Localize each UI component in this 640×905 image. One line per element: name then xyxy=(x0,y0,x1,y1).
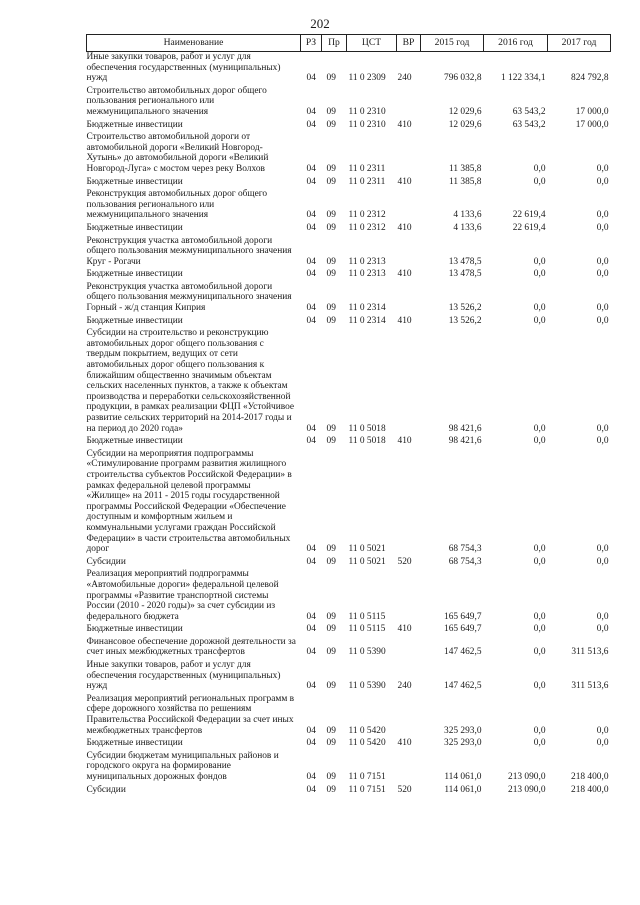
row-name: Реализация мероприятий региональных программ в сфере дорожного хозяйства по решениям Правительства Российской Федерации за счет иных межбюджетных трансфертов xyxy=(86,693,295,736)
table-row xyxy=(87,223,611,236)
row-2015: 68 754,3 xyxy=(448,556,482,567)
table-row xyxy=(87,269,611,282)
row-cst: 11 0 5115 xyxy=(348,624,386,635)
row-2016: 22 619,4 xyxy=(512,210,546,221)
row-2015: 325 293,0 xyxy=(444,725,482,736)
row-vr: 240 xyxy=(397,681,412,692)
row-rz: 04 xyxy=(306,436,316,447)
row-cst: 11 0 5018 xyxy=(348,436,386,447)
row-name: Бюджетные инвестиции xyxy=(86,624,183,635)
row-pr: 09 xyxy=(326,624,336,635)
row-rz: 04 xyxy=(306,423,316,434)
row-2016: 1 122 334,1 xyxy=(500,73,546,84)
table-row xyxy=(87,557,611,570)
row-2015: 114 061,0 xyxy=(444,784,482,795)
row-2017: 0,0 xyxy=(596,624,609,635)
row-pr: 09 xyxy=(326,436,336,447)
table-row xyxy=(87,436,611,449)
row-cst: 11 0 2310 xyxy=(348,106,386,117)
row-2017: 0,0 xyxy=(596,436,609,447)
row-2015: 11 385,8 xyxy=(449,176,482,187)
row-rz: 04 xyxy=(306,119,316,130)
row-2016: 0,0 xyxy=(533,611,546,622)
row-name: Субсидии бюджетам муниципальных районов и городского округа на формирование муниципальных дорожных фондов xyxy=(86,750,279,782)
row-vr: 410 xyxy=(397,119,412,130)
row-2017: 0,0 xyxy=(596,163,609,174)
row-pr: 09 xyxy=(326,681,336,692)
row-2017: 0,0 xyxy=(596,611,609,622)
row-cst: 11 0 2314 xyxy=(348,315,386,326)
table-row xyxy=(87,694,611,738)
row-rz: 04 xyxy=(306,106,316,117)
header-2017: 2017 год xyxy=(548,35,611,52)
row-2016: 63 543,2 xyxy=(512,106,546,117)
row-2016: 213 090,0 xyxy=(508,784,546,795)
header-name: Наименование xyxy=(87,35,301,52)
table-row xyxy=(87,282,611,316)
row-vr xyxy=(397,449,421,557)
row-vr: 410 xyxy=(397,624,412,635)
row-cst: 11 0 5420 xyxy=(348,725,386,736)
table-row xyxy=(87,132,611,176)
row-cst: 11 0 5021 xyxy=(348,556,386,567)
row-cst: 11 0 2309 xyxy=(348,73,386,84)
table-row xyxy=(87,624,611,637)
row-2017: 311 513,6 xyxy=(571,681,609,692)
row-vr xyxy=(397,189,421,223)
row-vr: 520 xyxy=(397,556,412,567)
row-rz: 04 xyxy=(306,738,316,749)
row-vr: 240 xyxy=(397,73,412,84)
row-name: Субсидии xyxy=(86,556,126,567)
row-2017: 0,0 xyxy=(596,210,609,221)
row-rz: 04 xyxy=(306,611,316,622)
row-2016: 0,0 xyxy=(533,647,546,658)
row-cst: 11 0 2310 xyxy=(348,119,386,130)
row-pr: 09 xyxy=(326,784,336,795)
table-row xyxy=(87,120,611,133)
row-2015: 325 293,0 xyxy=(444,738,482,749)
row-name: Бюджетные инвестиции xyxy=(86,176,183,187)
row-name: Строительство автомобильной дороги от автомобильной дороги «Великий Новгород-Хутынь» до автомобильной дороги «Великий Новгород-Луга» с мостом через реку Волхов xyxy=(86,132,269,174)
row-cst: 11 0 5390 xyxy=(348,647,386,658)
row-rz: 04 xyxy=(306,269,316,280)
row-2015: 796 032,8 xyxy=(444,73,482,84)
row-2017: 218 400,0 xyxy=(571,772,609,782)
row-vr: 410 xyxy=(397,738,412,749)
row-pr: 09 xyxy=(326,210,336,221)
budget-table xyxy=(86,34,611,797)
table-row xyxy=(87,177,611,190)
table-row xyxy=(87,236,611,270)
row-2015: 165 649,7 xyxy=(444,624,482,635)
row-2015: 13 478,5 xyxy=(448,256,482,267)
row-pr: 09 xyxy=(326,269,336,280)
row-2016: 63 543,2 xyxy=(512,119,546,130)
row-2016: 0,0 xyxy=(533,163,546,174)
row-rz: 04 xyxy=(306,647,316,658)
row-rz: 04 xyxy=(306,176,316,187)
row-pr: 09 xyxy=(326,772,336,782)
row-2015: 98 421,6 xyxy=(448,423,482,434)
row-2017: 0,0 xyxy=(596,222,609,233)
row-2017: 0,0 xyxy=(596,725,609,736)
row-2015: 114 061,0 xyxy=(444,772,482,782)
row-2017: 0,0 xyxy=(596,738,609,749)
row-name: Субсидии на строительство и реконструкцию автомобильных дорог общего пользования с твердым покрытием, ведущих от сети автомобильных дорог общего пользования к ближайшим общественно значимым объектам сельских населенных пунктов, а также к объектам производства и переработки сельскохозяйственной продукции, в рамках реализации ФЦП «Устойчивое развитие сельских территорий на 2014-2017 годы и на период до 2020 года» xyxy=(86,328,295,434)
row-rz: 04 xyxy=(306,681,316,692)
row-name: Бюджетные инвестиции xyxy=(86,738,183,749)
row-2015: 12 029,6 xyxy=(448,119,482,130)
row-2015: 13 478,5 xyxy=(448,269,482,280)
row-pr: 09 xyxy=(326,119,336,130)
row-2017: 0,0 xyxy=(596,315,609,326)
row-cst: 11 0 5390 xyxy=(348,681,386,692)
row-pr: 09 xyxy=(326,647,336,658)
row-name: Реализация мероприятий подпрограммы «Автомобильные дороги» федеральной целевой программы «Развитие транспортной системы России (2010 - 2020 годы)» за счет субсидии из федерального бюджета xyxy=(86,569,279,622)
row-pr: 09 xyxy=(326,544,336,555)
row-rz: 04 xyxy=(306,556,316,567)
row-cst: 11 0 7151 xyxy=(348,772,386,782)
row-cst: 11 0 7151 xyxy=(348,784,386,795)
row-2016: 0,0 xyxy=(533,436,546,447)
row-2016: 0,0 xyxy=(533,725,546,736)
row-rz: 04 xyxy=(306,222,316,233)
row-2016: 0,0 xyxy=(533,556,546,567)
row-rz: 04 xyxy=(306,210,316,221)
row-name: Реконструкция автомобильных дорог общего пользования регионального или межмуниципального значения xyxy=(86,189,268,221)
row-2017: 17 000,0 xyxy=(575,106,609,117)
row-2017: 0,0 xyxy=(596,544,609,555)
row-name: Строительство автомобильных дорог общего пользования регионального или межмуниципального значения xyxy=(86,85,267,117)
row-2017: 824 792,8 xyxy=(571,73,609,84)
row-name: Реконструкция участка автомобильной дороги общего пользования межмуниципального значения Круг - Рогачи xyxy=(86,235,292,267)
row-2015: 165 649,7 xyxy=(444,611,482,622)
row-vr: 410 xyxy=(397,315,412,326)
row-name: Бюджетные инвестиции xyxy=(86,269,183,280)
row-pr: 09 xyxy=(326,176,336,187)
row-2016: 0,0 xyxy=(533,256,546,267)
row-pr: 09 xyxy=(326,163,336,174)
row-vr xyxy=(397,132,421,176)
table-row xyxy=(87,569,611,624)
row-pr: 09 xyxy=(326,303,336,314)
row-name: Финансовое обеспечение дорожной деятельности за счет иных межбюджетных трансфертов xyxy=(86,636,296,658)
table-row xyxy=(87,785,611,798)
table-header-row xyxy=(87,35,611,52)
row-vr: 410 xyxy=(397,176,412,187)
header-2016: 2016 год xyxy=(484,35,548,52)
row-name: Субсидии xyxy=(86,784,126,795)
table-row xyxy=(87,751,611,785)
row-2016: 0,0 xyxy=(533,423,546,434)
row-2017: 0,0 xyxy=(596,556,609,567)
row-vr: 410 xyxy=(397,436,412,447)
row-2015: 98 421,6 xyxy=(448,436,482,447)
row-2016: 22 619,4 xyxy=(512,222,546,233)
row-2017: 218 400,0 xyxy=(571,784,609,795)
row-rz: 04 xyxy=(306,256,316,267)
row-pr: 09 xyxy=(326,423,336,434)
row-2015: 147 462,5 xyxy=(444,647,482,658)
row-rz: 04 xyxy=(306,725,316,736)
row-cst: 11 0 2313 xyxy=(348,256,386,267)
row-vr xyxy=(397,86,421,120)
header-cst: ЦСТ xyxy=(347,35,397,52)
row-rz: 04 xyxy=(306,315,316,326)
row-2017: 17 000,0 xyxy=(575,119,609,130)
row-2015: 13 526,2 xyxy=(448,303,482,314)
row-pr: 09 xyxy=(326,725,336,736)
row-pr: 09 xyxy=(326,222,336,233)
row-rz: 04 xyxy=(306,772,316,782)
row-2015: 11 385,8 xyxy=(449,163,482,174)
row-2015: 12 029,6 xyxy=(448,106,482,117)
table-row xyxy=(87,738,611,751)
row-pr: 09 xyxy=(326,73,336,84)
row-name: Бюджетные инвестиции xyxy=(86,222,183,233)
table-row xyxy=(87,52,611,86)
table-row xyxy=(87,189,611,223)
table-row xyxy=(87,328,611,436)
row-pr: 09 xyxy=(326,256,336,267)
row-2016: 0,0 xyxy=(533,269,546,280)
row-name: Бюджетные инвестиции xyxy=(86,315,183,326)
row-2017: 0,0 xyxy=(596,303,609,314)
table-row xyxy=(87,637,611,660)
row-name: Бюджетные инвестиции xyxy=(86,436,183,447)
row-vr: 520 xyxy=(397,784,412,795)
row-2016: 0,0 xyxy=(533,303,546,314)
row-pr: 09 xyxy=(326,556,336,567)
row-rz: 04 xyxy=(306,73,316,84)
row-vr xyxy=(397,328,421,436)
row-name: Бюджетные инвестиции xyxy=(86,119,183,130)
row-rz: 04 xyxy=(306,784,316,795)
row-vr xyxy=(397,694,421,738)
row-pr: 09 xyxy=(326,738,336,749)
row-cst: 11 0 5021 xyxy=(348,544,386,555)
header-pr: Пр xyxy=(322,35,347,52)
header-2015: 2015 год xyxy=(421,35,484,52)
row-2017: 0,0 xyxy=(596,269,609,280)
row-2016: 0,0 xyxy=(533,176,546,187)
row-2017: 0,0 xyxy=(596,256,609,267)
row-pr: 09 xyxy=(326,315,336,326)
row-cst: 11 0 2312 xyxy=(348,222,386,233)
row-cst: 11 0 5018 xyxy=(348,423,386,434)
row-pr: 09 xyxy=(326,106,336,117)
row-vr xyxy=(397,282,421,316)
row-cst: 11 0 5115 xyxy=(348,611,386,622)
row-name: Субсидии на мероприятия подпрограммы «Стимулирование программ развития жилищного строительства субъектов Российской Федерации» в рамках федеральной целевой программы «Жилище» на 2011 - 2015 годы государственной программы Российской Федерации «Обеспечение доступным и комфортным жильем и коммунальными услугами граждан Российской Федерации» в части строительства автомобильных дорог xyxy=(86,448,292,555)
row-vr xyxy=(397,637,421,660)
row-2015: 4 133,6 xyxy=(453,222,482,233)
row-rz: 04 xyxy=(306,303,316,314)
row-vr xyxy=(397,569,421,624)
table-row xyxy=(87,316,611,329)
row-cst: 11 0 5420 xyxy=(348,738,386,749)
row-vr: 410 xyxy=(397,269,412,280)
row-name: Реконструкция участка автомобильной дороги общего пользования межмуниципального значения Горный - ж/д станция Киприя xyxy=(86,281,292,314)
header-rz: РЗ xyxy=(301,35,322,52)
row-2016: 0,0 xyxy=(533,738,546,749)
row-2015: 4 133,6 xyxy=(453,210,482,221)
row-rz: 04 xyxy=(306,544,316,555)
table-body xyxy=(87,52,611,798)
row-2015: 13 526,2 xyxy=(448,315,482,326)
row-2016: 213 090,0 xyxy=(508,772,546,782)
row-vr: 410 xyxy=(397,222,412,233)
row-cst: 11 0 2311 xyxy=(348,176,386,187)
row-2015: 147 462,5 xyxy=(444,681,482,692)
row-cst: 11 0 2313 xyxy=(348,269,386,280)
row-vr xyxy=(397,751,421,785)
row-rz: 04 xyxy=(306,624,316,635)
header-vr: ВР xyxy=(397,35,421,52)
row-name: Иные закупки товаров, работ и услуг для обеспечения государственных (муниципальных) нужд xyxy=(86,52,281,84)
table-row xyxy=(87,660,611,694)
row-cst: 11 0 2311 xyxy=(348,163,386,174)
row-name: Иные закупки товаров, работ и услуг для обеспечения государственных (муниципальных) нужд xyxy=(86,660,281,692)
table-row xyxy=(87,86,611,120)
row-2015: 68 754,3 xyxy=(448,544,482,555)
row-2017: 311 513,6 xyxy=(571,647,609,658)
row-2017: 0,0 xyxy=(596,423,609,434)
row-cst: 11 0 2314 xyxy=(348,303,386,314)
row-vr xyxy=(397,236,421,270)
row-2016: 0,0 xyxy=(533,315,546,326)
row-2016: 0,0 xyxy=(533,544,546,555)
table-row xyxy=(87,449,611,557)
row-2016: 0,0 xyxy=(533,681,546,692)
row-rz: 04 xyxy=(306,163,316,174)
page-number: 202 xyxy=(310,16,330,31)
row-2017: 0,0 xyxy=(596,176,609,187)
row-pr: 09 xyxy=(326,611,336,622)
row-2016: 0,0 xyxy=(533,624,546,635)
row-cst: 11 0 2312 xyxy=(348,210,386,221)
